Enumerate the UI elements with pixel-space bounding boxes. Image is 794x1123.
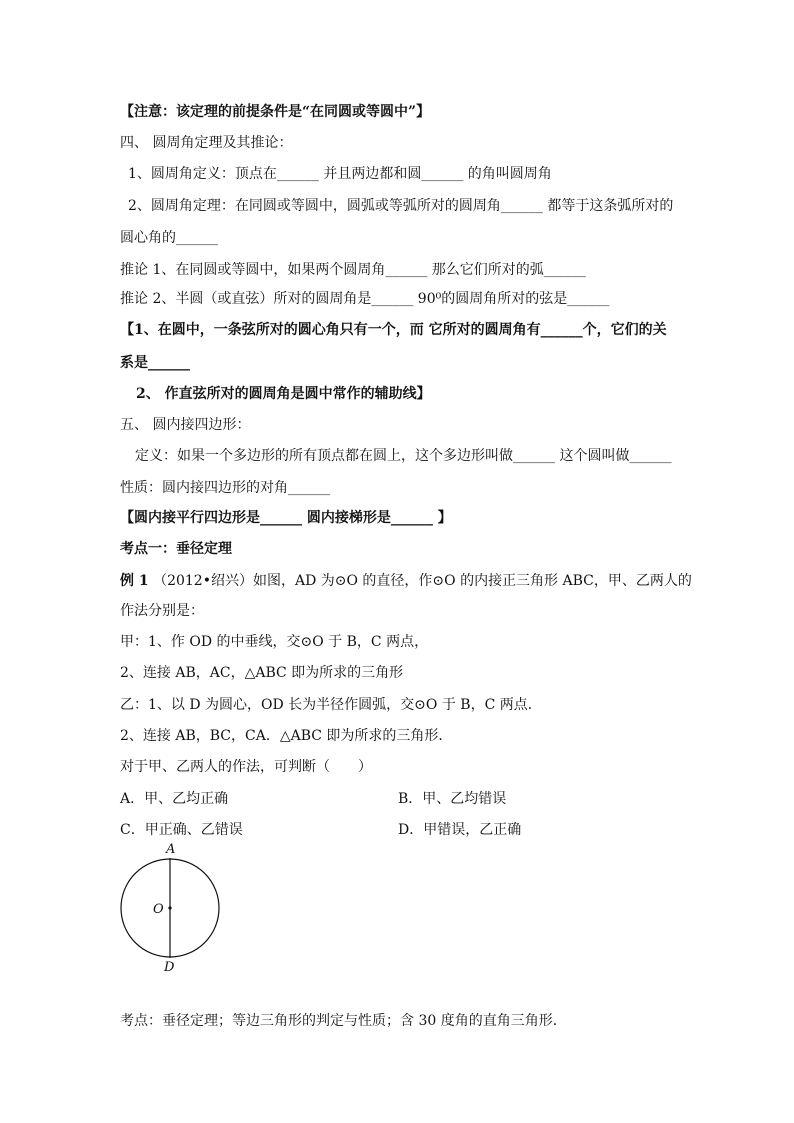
cyclic-quad-property: 性质：圆内接四边形的对角______: [120, 480, 330, 496]
tip-2: 2、 作直弦所对的圆周角是圆中常作的辅助线】: [136, 386, 431, 402]
inscribed-angle-theorem-cont: 圆心角的______: [120, 230, 218, 246]
option-a: A．甲、乙均正确: [120, 791, 229, 807]
label-o: O: [153, 902, 164, 917]
tip-1: 【1、在圆中，一条弦所对的圆心角只有一个，而 它所对的圆周角有______个，它们的关: [120, 322, 667, 338]
key-points-footer: 考点：垂径定理；等边三角形的判定与性质；含 30 度角的直角三角形．: [120, 1013, 567, 1029]
corollary-1: 推论 1、在同圆或等圆中，如果两个圆周角______ 那么它们所对的弧______: [120, 262, 586, 278]
section-5-title: 五、 圆内接四边形：: [120, 417, 251, 433]
label-d: D: [164, 960, 175, 974]
theorem-note: 【注意：该定理的前提条件是“在同圆或等圆中”】: [120, 104, 431, 120]
section-4-title: 四、 圆周角定理及其推论：: [120, 135, 293, 151]
method-jia-step-2: 2、连接 AB，AC，△ABC 即为所求的三角形: [120, 665, 404, 681]
method-yi-step-2: 2、连接 AB，BC，CA．△ABC 即为所求的三角形．: [120, 728, 453, 744]
corollary-2: 推论 2、半圆（或直弦）所对的圆周角是______ 90⁰的圆周角所对的弦是______: [120, 291, 610, 307]
option-c: C．甲正确、乙错误: [120, 822, 243, 838]
cyclic-quad-definition: 定义：如果一个多边形的所有顶点都在圆上，这个多边形叫做______ 这个圆叫做______: [135, 448, 672, 464]
circle-figure: [112, 842, 232, 974]
center-point-o: [168, 906, 171, 909]
example-body: （2012•绍兴）如图，AD 为⊙O 的直径，作⊙O 的内接正三角形 ABC，甲、乙两人的: [148, 573, 692, 589]
key-point-1-heading: 考点一：垂径定理: [120, 541, 232, 557]
method-jia-step-1: 甲：1、作 OD 的中垂线，交⊙O 于 B，C 两点，: [120, 634, 429, 650]
example-1: [120, 572, 692, 590]
example-body-cont: 作法分别是：: [120, 603, 204, 619]
option-d: D．甲错误，乙正确: [398, 822, 522, 838]
tip-1-cont: 系是______: [120, 355, 190, 371]
inscribed-angle-definition: 1、圆周角定义：顶点在______ 并且两边都和圆______ 的角叫圆周角: [128, 166, 552, 182]
example-label: 例 1: [120, 573, 149, 589]
inscribed-angle-theorem: 2、圆周角定理：在同圆或等圆中，圆弧或等弧所对的圆周角______ 都等于这条弧所对的: [128, 198, 674, 214]
label-a: A: [166, 842, 176, 857]
cyclic-quad-tip: 【圆内接平行四边形是______ 圆内接梯形是______ 】: [120, 510, 452, 526]
method-yi-step-1: 乙：1、以 D 为圆心，OD 长为半径作圆弧，交⊙O 于 B，C 两点．: [120, 697, 542, 713]
option-b: B．甲、乙均错误: [398, 791, 507, 807]
question: 对于甲、乙两人的作法，可判断（ ）: [120, 759, 372, 775]
